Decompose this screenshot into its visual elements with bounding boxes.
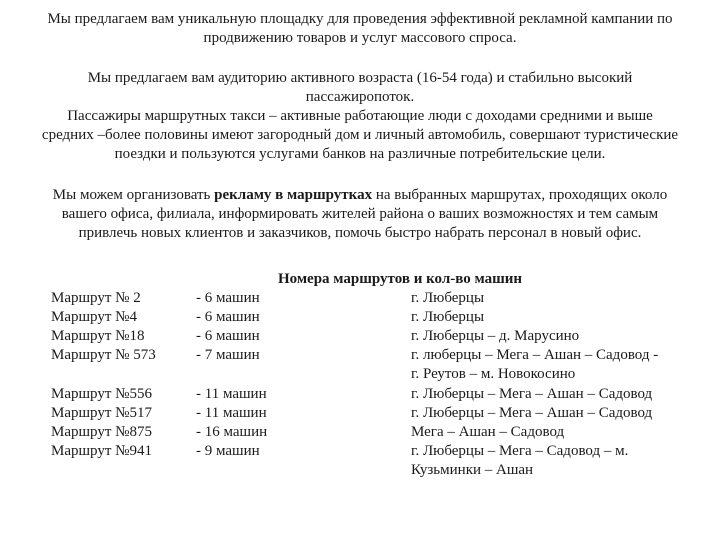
car-count: - 7 машин — [196, 347, 260, 363]
car-count: - 9 машин — [196, 443, 260, 459]
route-destination: Мега – Ашан – Садовод — [411, 424, 565, 440]
route-number: Маршрут №18 — [51, 328, 145, 344]
table-row — [0, 442, 720, 461]
table-row — [0, 385, 720, 404]
car-count: - 11 машин — [196, 386, 267, 402]
table-row — [0, 346, 720, 365]
intro-paragraph-audience — [40, 69, 680, 164]
route-number: Маршрут №4 — [51, 309, 137, 325]
table-row — [0, 308, 720, 327]
route-destination: г. Реутов – м. Новокосино — [411, 366, 576, 382]
advertising-text-end: на выбранных маршрутах, проходящих около вашего офиса, филиала, информировать жителей района о ваших возможностях и тем самым привлечь новых клиентов и заказчиков, помочь быстро набрать персонал в новый офис. — [61, 187, 668, 241]
route-destination: г. Люберцы — [411, 290, 485, 306]
route-destination: г. Люберцы – д. Марусино — [411, 328, 580, 344]
car-count: - 11 машин — [196, 405, 267, 421]
route-number: Маршрут №875 — [51, 424, 152, 440]
route-number: Маршрут №941 — [51, 443, 152, 459]
table-row — [0, 289, 720, 308]
route-destination: г. люберцы – Мега – Ашан – Садовод - — [411, 347, 659, 363]
intro-paragraph-platform: Мы предлагаем вам уникальную площадку для проведения эффективной рекламной кампании по продвижению товаров и услуг массового спроса. — [47, 11, 673, 46]
route-destination: г. Люберцы – Мега – Ашан – Садовод — [411, 386, 653, 402]
advertising-highlight: рекламу в маршрутках — [214, 187, 373, 203]
car-count: - 6 машин — [196, 290, 260, 306]
route-number: Маршрут №517 — [51, 405, 152, 421]
car-count: - 6 машин — [196, 309, 260, 325]
table-row — [0, 423, 720, 442]
routes-table-title: Номера маршрутов и кол-во машин — [277, 271, 523, 287]
car-count: - 16 машин — [196, 424, 268, 440]
table-row — [0, 461, 720, 480]
advertising-text-start: Мы можем организовать — [52, 187, 215, 203]
table-row — [0, 404, 720, 423]
car-count: - 6 машин — [196, 328, 260, 344]
route-number: Маршрут № 2 — [51, 290, 141, 306]
route-number: Маршрут №556 — [51, 386, 152, 402]
route-destination: г. Люберцы — [411, 309, 485, 325]
table-row — [0, 327, 720, 346]
table-row — [0, 365, 720, 384]
passengers-text: Пассажиры маршрутных такси – активные работающие люди с доходами средними и выше средних –более половины имеют загородный дом и личный автомобиль, совершают туристические поездки и пользуются услугами банков на различные потребительские цели. — [41, 108, 679, 162]
route-destination: Кузьминки – Ашан — [411, 462, 534, 478]
route-destination: г. Люберцы – Мега – Садовод – м. — [411, 443, 629, 459]
route-number: Маршрут № 573 — [51, 347, 156, 363]
intro-paragraph-advertising — [40, 186, 680, 243]
audience-text: Мы предлагаем вам аудиторию активного возраста (16-54 года) и стабильно высокий пассажиропоток. — [87, 70, 633, 105]
route-destination: г. Люберцы – Мега – Ашан – Садовод — [411, 405, 653, 421]
